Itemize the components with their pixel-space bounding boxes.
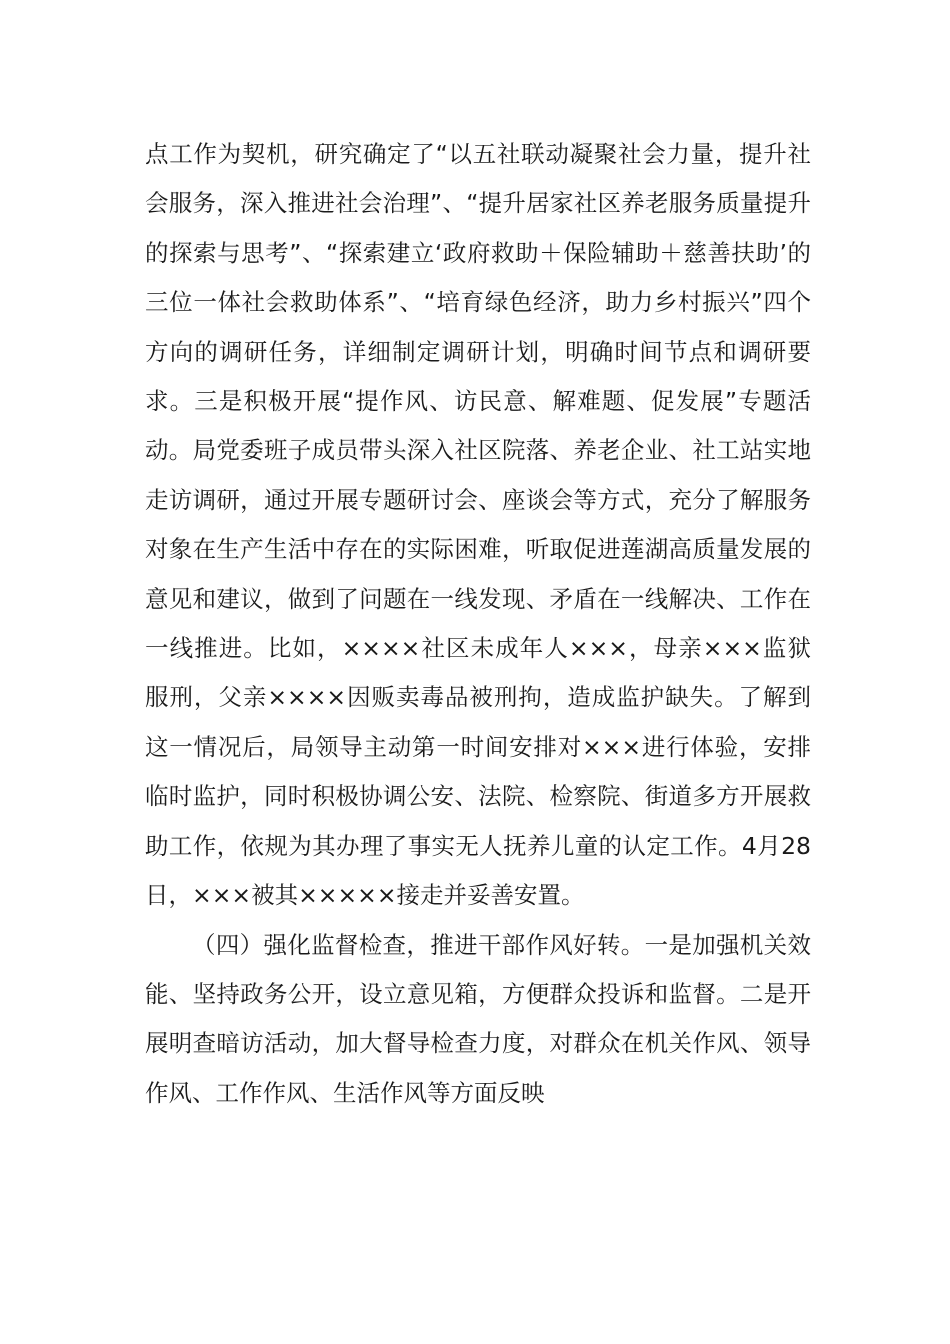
paragraph-section-four: （四）强化监督检查，推进干部作风好转。一是加强机关效能、坚持政务公开，设立意见箱，方便群众投诉和监督。二是开展明查暗访活动，加大督导检查力度，对群众在机关作风、领导作风、工作作风、生活作风等方面反映 (145, 930, 811, 1107)
paragraph-continuation: 点工作为契机，研究确定了“以五社联动凝聚社会力量，提升社会服务，深入推进社会治理”、“提升居家社区养老服务质量提升的探索与思考”、“探索建立‘政府救助＋保险辅助＋慈善扶助’的三位一体社会救助体系”、“培育绿色经济，助力乡村振兴”四个方向的调研任务，详细制定调研计划，明确时间节点和调研要求。三是积极开展“提作风、访民意、解难题、促发展”专题活动。局党委班子成员带头深入社区院落、养老企业、社工站实地走访调研，通过开展专题研讨会、座谈会等方式，充分了解服务对象在生产生活中存在的实际困难，听取促进莲湖高质量发展的意见和建议，做到了问题在一线发现、矛盾在一线解决、工作在一线推进。比如，××××社区未成年人×××，母亲×××监狱服刑，父亲××××因贩卖毒品被刑拘，造成监护缺失。了解到这一情况后，局领导主动第一时间安排对×××进行体验，安排临时监护，同时积极协调公安、法院、检察院、街道多方开展救助工作，依规为其办理了事实无人抚养儿童的认定工作。4月28日，×××被其×××××接走并妥善安置。 (145, 140, 811, 910)
document-body (145, 130, 811, 1118)
